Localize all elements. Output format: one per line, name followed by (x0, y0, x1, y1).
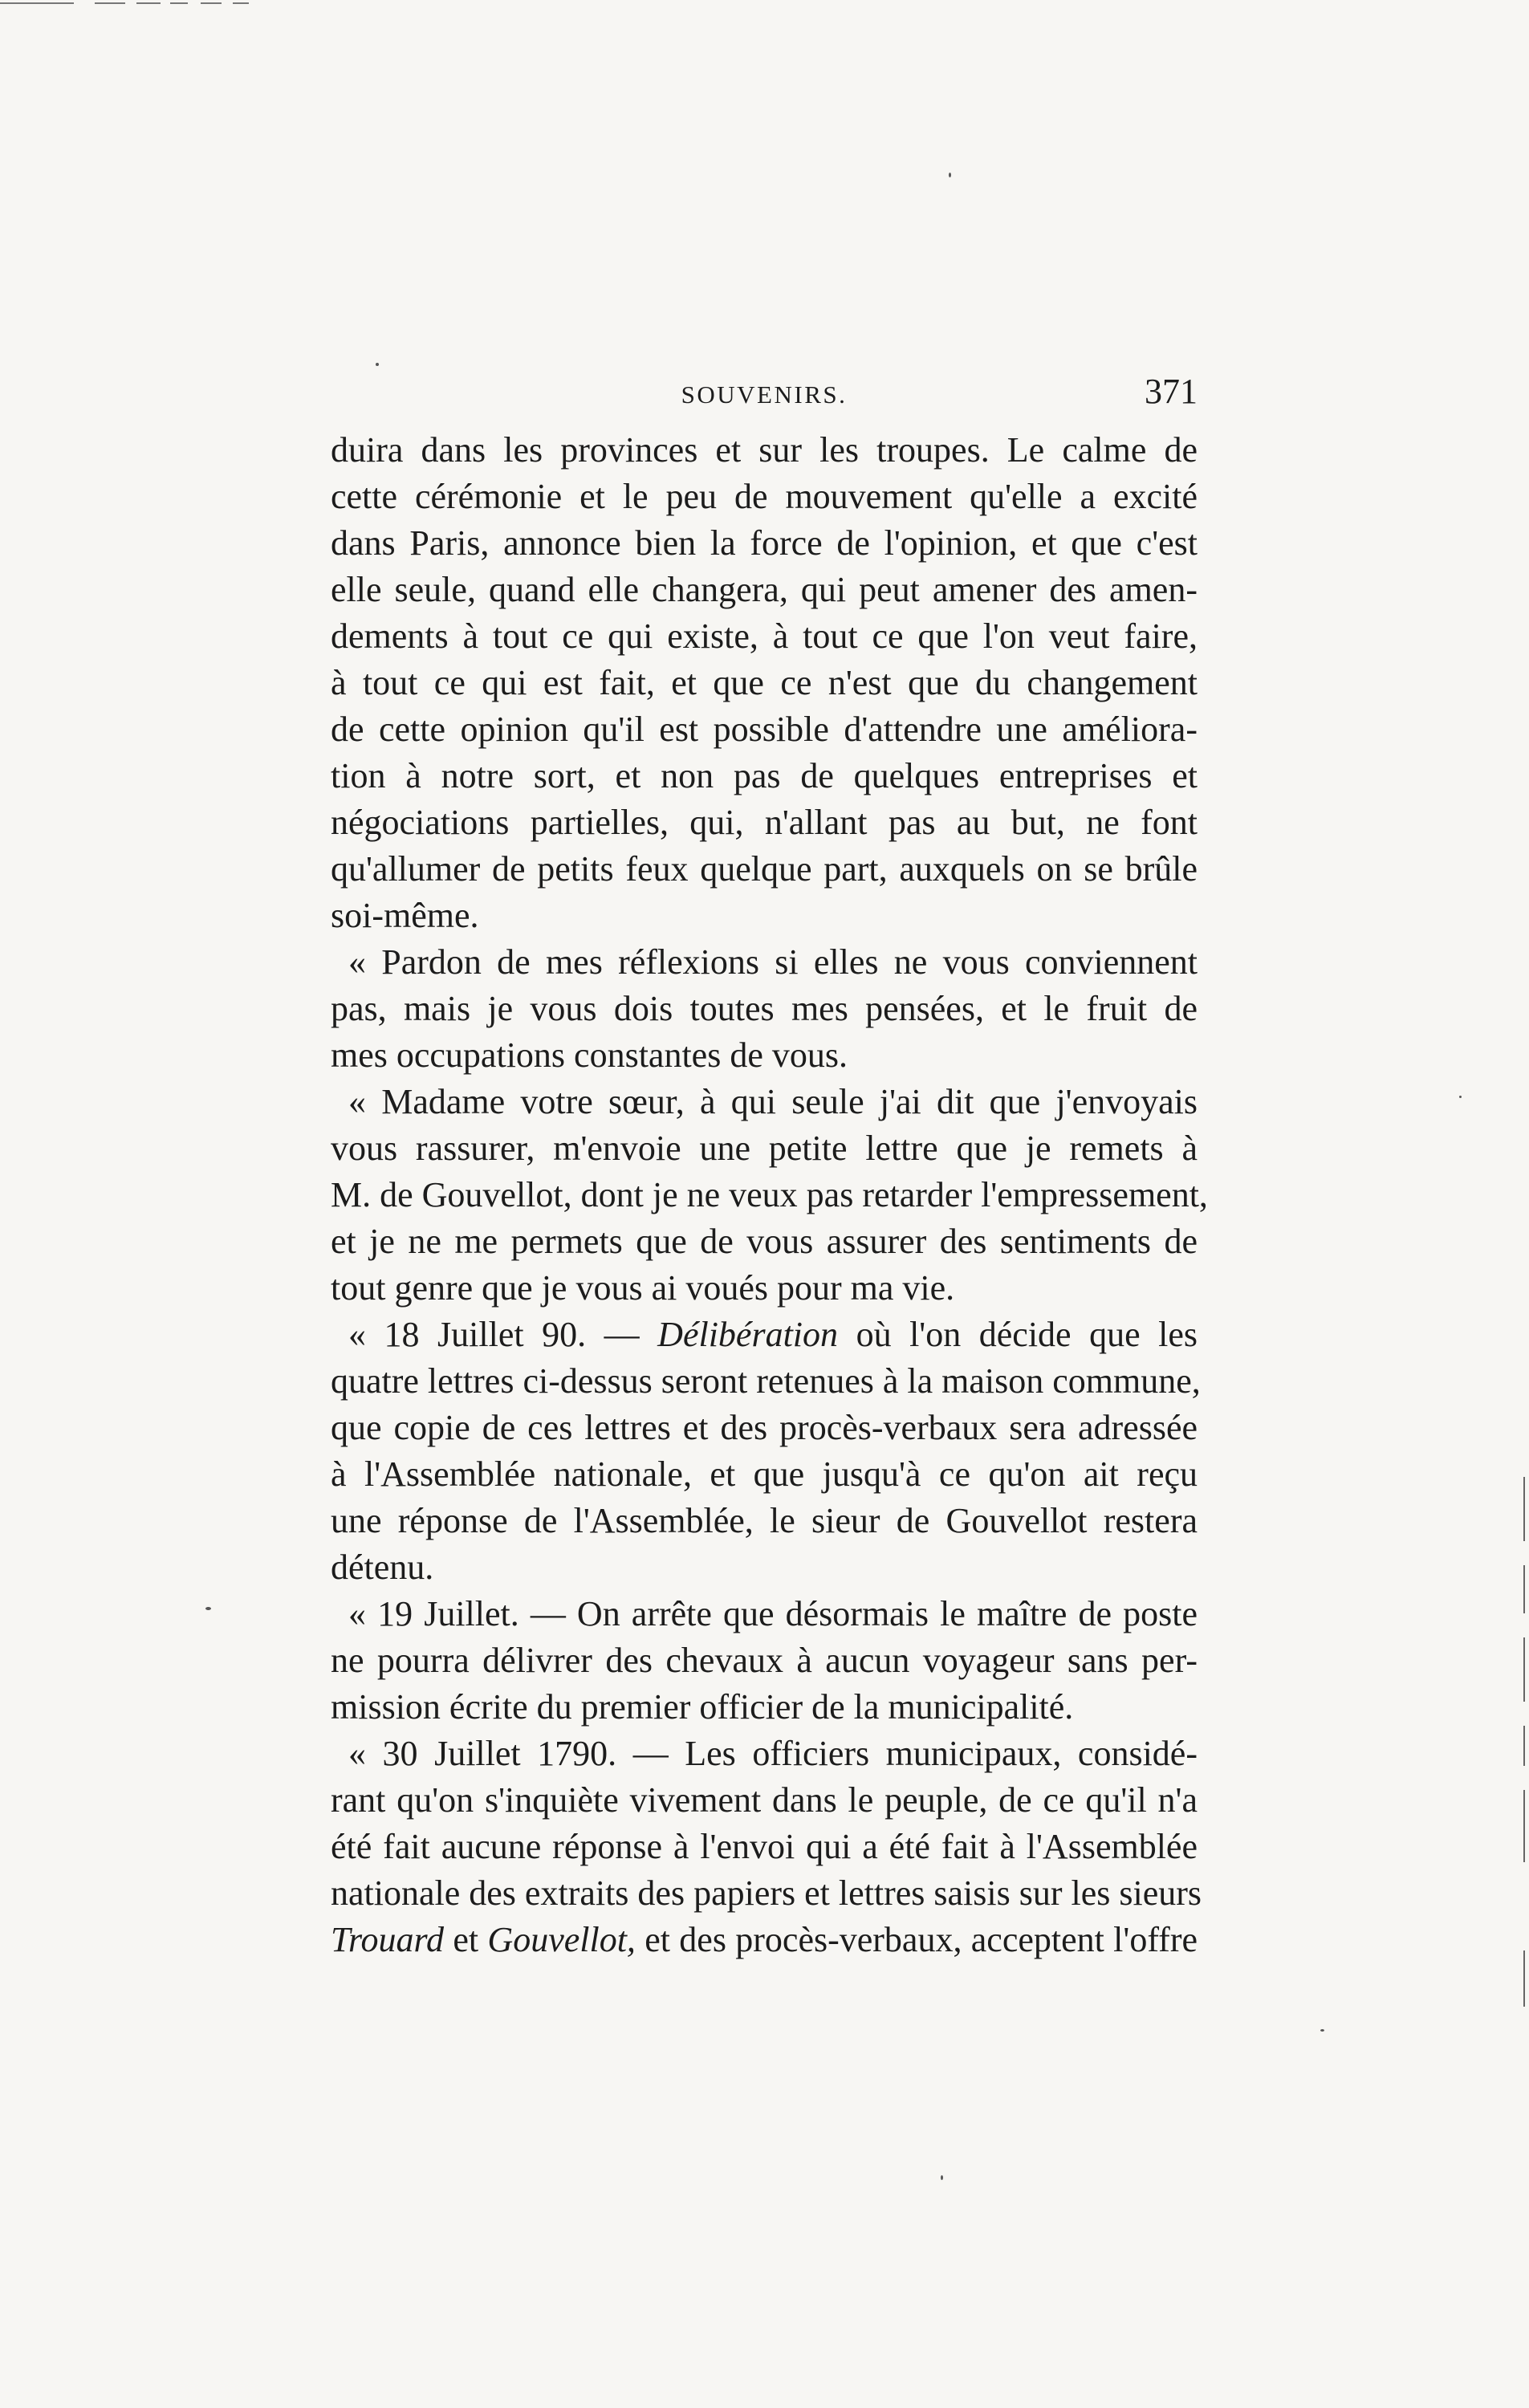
italic-name: Gouvellot, (487, 1920, 636, 1959)
text-line: ne pourra délivrer des chevaux à aucun voyageur sans per- (331, 1641, 1198, 1680)
text-line: été fait aucune réponse à l'envoi qui a été fait à l'Assemblée (331, 1827, 1198, 1866)
text-line: que copie de ces lettres et des procès-verbaux sera adressée (331, 1408, 1198, 1447)
text-line: « Madame votre sœur, à qui seule j'ai dit que j'envoyais (348, 1082, 1198, 1121)
text-line: à tout ce qui est fait, et que ce n'est que du changement (331, 663, 1198, 702)
text-line: détenu. (331, 1548, 434, 1587)
scan-speck (949, 173, 951, 177)
scan-speck (376, 363, 379, 366)
line-text: et (453, 1920, 479, 1959)
text-line: dans Paris, annonce bien la force de l'opinion, et que c'est (331, 523, 1198, 563)
text-line: mes occupations constantes de vous. (331, 1035, 848, 1075)
page-header (331, 371, 1198, 419)
text-line: elle seule, quand elle changera, qui peut amener des amen- (331, 570, 1198, 609)
text-line: cette cérémonie et le peu de mouvement qu'elle a excité (331, 477, 1198, 516)
text-line: dements à tout ce qui existe, à tout ce que l'on veut faire, (331, 616, 1198, 656)
italic-term: Délibération (657, 1315, 839, 1354)
body-text (331, 427, 1208, 1963)
scan-speck (205, 1607, 211, 1610)
scan-edge-marks-top (0, 0, 273, 6)
text-line: une réponse de l'Assemblée, le sieur de Gouvellot restera (331, 1501, 1198, 1540)
italic-name: Trouard (331, 1920, 445, 1959)
page-number: 371 (1145, 372, 1198, 411)
text-line (331, 1312, 1198, 1358)
text-line: nationale des extraits des papiers et lettres saisis sur les sieurs (331, 1873, 1202, 1913)
text-line: rant qu'on s'inquiète vivement dans le peuple, de ce qu'il n'a (331, 1780, 1198, 1820)
text-line: tion à notre sort, et non pas de quelques entreprises et (331, 756, 1198, 795)
scan-speck (941, 2175, 943, 2180)
text-line: de cette opinion qu'il est possible d'attendre une améliora- (331, 710, 1198, 749)
scan-speck (1459, 1096, 1462, 1098)
text-line: qu'allumer de petits feux quelque part, auxquels on se brûle (331, 849, 1198, 889)
scan-speck (1320, 2029, 1324, 2032)
text-line (331, 1917, 1198, 1963)
date-label: « 18 Juillet 90. — (348, 1315, 640, 1354)
text-line: quatre lettres ci-dessus seront retenues à la maison commune, (331, 1361, 1201, 1401)
text-line: duira dans les provinces et sur les troupes. Le calme de (331, 430, 1198, 470)
text-line: pas, mais je vous dois toutes mes pensées, et le fruit de (331, 989, 1198, 1028)
text-line: et je ne me permets que de vous assurer des sentiments de (331, 1222, 1198, 1261)
text-line: mission écrite du premier officier de la municipalité. (331, 1687, 1074, 1727)
line-text: où l'on décide que les (856, 1315, 1198, 1354)
text-line: vous rassurer, m'envoie une petite lettre que je remets à (331, 1129, 1198, 1168)
text-line: « 30 Juillet 1790. — Les officiers municipaux, considé- (348, 1734, 1198, 1773)
running-title: SOUVENIRS. (681, 380, 848, 409)
scan-edge-marks-right (1521, 1445, 1529, 2408)
text-line: « Pardon de mes réflexions si elles ne vous conviennent (348, 942, 1198, 982)
line-text: et des procès-verbaux, acceptent l'offre (645, 1920, 1198, 1959)
text-line: M. de Gouvellot, dont je ne veux pas retarder l'empressement, (331, 1175, 1208, 1214)
text-line: « 19 Juillet. — On arrête que désormais le maître de poste (348, 1594, 1198, 1633)
text-line: tout genre que je vous ai voués pour ma vie. (331, 1268, 955, 1308)
text-line: soi-même. (331, 896, 479, 935)
text-line: à l'Assemblée nationale, et que jusqu'à ce qu'on ait reçu (331, 1454, 1198, 1494)
text-line: négociations partielles, qui, n'allant pas au but, ne font (331, 803, 1198, 842)
